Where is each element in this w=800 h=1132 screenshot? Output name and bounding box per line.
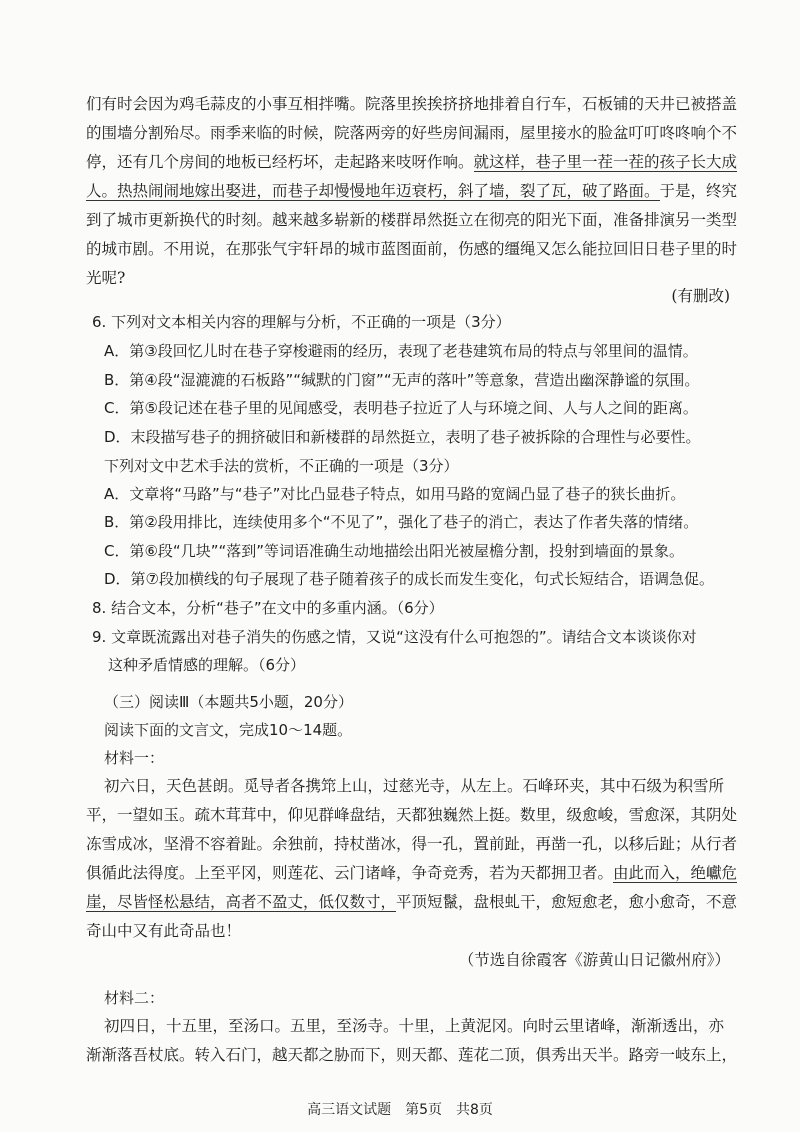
- passage-line: 的围墙分割殆尽。雨季来临的时候，院落两旁的好些房间漏雨，屋里接水的脸盆叮叮咚咚响个不: [86, 124, 738, 142]
- material-1-line: 奇山中又有此奇品也！: [86, 922, 242, 940]
- q6-option-c: C．第⑤段记述在巷子里的见闻感受，表明巷子拉近了人与环境之间、人与人之间的距离。: [104, 399, 698, 417]
- q7-option-a: A．文章将“马路”与“巷子”对比凸显巷子特点，如用马路的宽阔凸显了巷子的狭长曲折。: [104, 485, 686, 503]
- material-1-line: 俱循此法得度。上至平冈，则莲花、云门诸峰，争奇竞秀，若为天都拥卫者。由此而入，绝巘危: [86, 864, 738, 882]
- material-2-line: 初四日，十五里，至汤口。五里，至汤寺。十里，上黄泥冈。向时云里诸峰，渐渐透出，亦: [104, 1017, 725, 1035]
- material-1-line: 崖，尽皆怪松悬结，高者不盈丈，低仅数寸，平顶短鬣，盘根虬干，愈短愈老，愈小愈奇，不意: [86, 893, 738, 911]
- question-9-cont: 这种矛盾情感的理解。（6分）: [108, 656, 306, 674]
- material-2-label: 材料二：: [104, 989, 165, 1007]
- q6-option-a: A．第③段回忆儿时在巷子穿梭避雨的经历，表现了老巷建筑布局的特点与邻里间的温情。: [104, 342, 698, 360]
- passage-line: 到了城市更新换代的时刻。越来越多崭新的楼群昂然挺立在彻亮的阳光下面，准备排演另一类型: [86, 211, 738, 229]
- passage-line: 们有时会因为鸡毛蒜皮的小事互相拌嘴。院落里挨挨挤挤地排着自行车，石板铺的天井已被搭盖: [86, 95, 738, 113]
- page-footer: 高三语文试题 第5页 共8页: [307, 1102, 493, 1118]
- q7-option-d: D．第⑦段加横线的句子展现了巷子随着孩子的成长而发生变化，句式长短结合，语调急促。: [104, 570, 715, 588]
- underlined-sentence: 就这样，巷子里一茬一茬的孩子长大成: [473, 153, 738, 171]
- material-1-line: 初六日，天色甚朗。觅导者各携筇上山，过慈光寺，从左上。石峰环夹，其中石级为积雪所: [104, 777, 725, 795]
- passage-line: 停，还有几个房间的地板已经朽坏，走起路来吱呀作响。就这样，巷子里一茬一茬的孩子长大成: [86, 153, 738, 171]
- underlined-sentence: 人。热热闹闹地嫁出娶进，而巷子却慢慢地年迈衰朽，斜了墙，裂了瓦，破了路面。: [86, 182, 660, 200]
- question-9: 9. 文章既流露出对巷子消失的伤感之情，又说“这没有什么可抱怨的”。请结合文本谈谈你对: [92, 628, 697, 646]
- source-note: (有删改): [671, 287, 730, 305]
- question-8: 8. 结合文本，分析“巷子”在文中的多重内涵。（6分）: [92, 599, 444, 617]
- underlined-sentence: 崖，尽皆怪松悬结，高者不盈丈，低仅数寸，: [86, 893, 397, 911]
- passage-line: 人。热热闹闹地嫁出娶进，而巷子却慢慢地年迈衰朽，斜了墙，裂了瓦，破了路面。于是，终究: [86, 182, 738, 200]
- passage-line: 的城市剧。不用说，在那张气宇轩昂的城市蓝图面前，伤感的缰绳又怎么能拉回旧日巷子里的时: [86, 240, 738, 258]
- question-7-stem: 下列对文中艺术手法的赏析，不正确的一项是（3分）: [104, 457, 459, 475]
- material-1-label: 材料一：: [104, 749, 165, 767]
- material-1-line: 冻雪成冰，坚滑不容着趾。余独前，持杖凿冰，得一孔，置前趾，再凿一孔，以移后趾；从行者: [86, 835, 738, 853]
- section-3-instruction: 阅读下面的文言文，完成10～14题。: [104, 721, 353, 739]
- q6-option-d: D．末段描写巷子的拥挤破旧和新楼群的昂然挺立，表明了巷子被拆除的合理性与必要性。: [104, 428, 701, 446]
- section-3-title: （三）阅读Ⅲ（本题共5小题，20分）: [104, 693, 353, 711]
- underlined-sentence: 由此而入，绝巘危: [613, 864, 738, 882]
- question-6-stem: 6. 下列对文本相关内容的理解与分析，不正确的一项是（3分）: [92, 313, 511, 331]
- passage-line: 光呢?: [86, 269, 126, 287]
- material-2-line: 渐渐落吾杖底。转入石门，越天都之胁而下，则天都、莲花二顶，俱秀出天半。路旁一岐东上，: [86, 1046, 738, 1064]
- q7-option-c: C．第⑥段“几块”“落到”等词语准确生动地描绘出阳光被屋檐分割，投射到墙面的景象。: [104, 542, 685, 560]
- material-1-line: 平，一望如玉。疏木茸茸中，仰见群峰盘结，天都独巍然上挺。数里，级愈峻，雪愈深，其阴处: [86, 806, 738, 824]
- q7-option-b: B．第②段用排比，连续使用多个“不见了”，强化了巷子的消亡，表达了作者失落的情绪。: [104, 513, 699, 531]
- q6-option-b: B．第④段“湿漉漉的石板路”“缄默的门窗”“无声的落叶”等意象，营造出幽深静谧的氛围。: [104, 371, 700, 389]
- material-1-source: （节选自徐霞客《游黄山日记徽州府》）: [458, 951, 730, 969]
